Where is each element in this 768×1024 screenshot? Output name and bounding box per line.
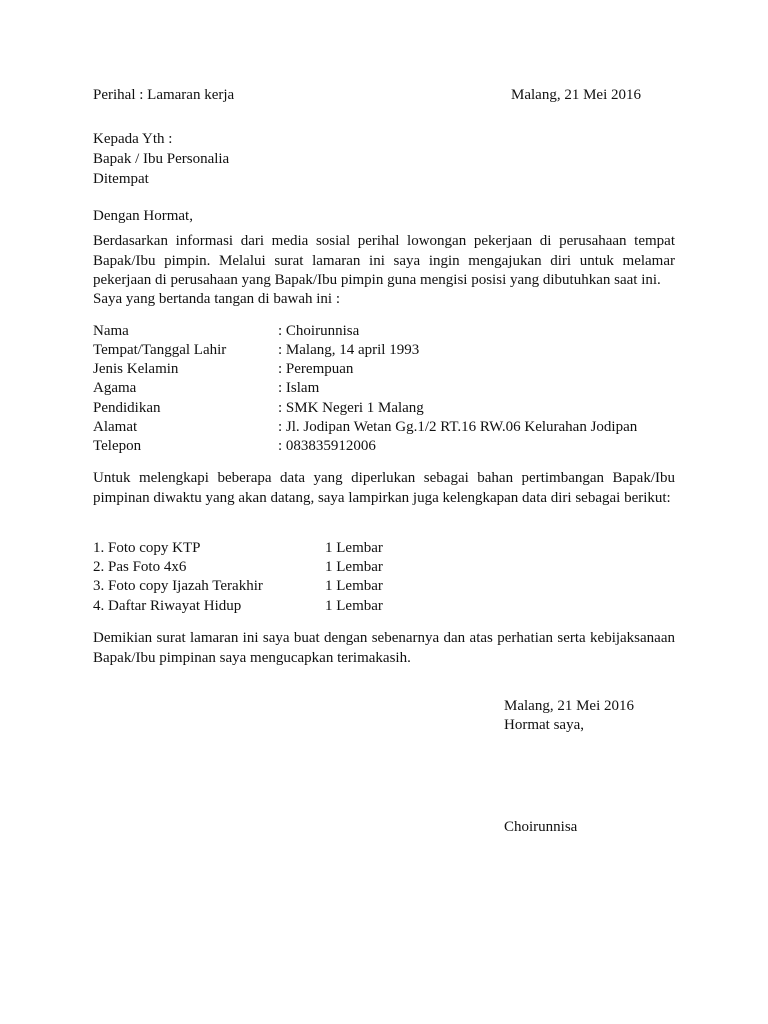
field-label: Tempat/Tanggal Lahir (93, 342, 227, 358)
field-value: : Islam (278, 380, 320, 396)
subject-line: Perihal : Lamaran kerja (93, 87, 235, 103)
field-label: Jenis Kelamin (93, 361, 179, 377)
signature-place-date: Malang, 21 Mei 2016 (504, 698, 634, 714)
field-label: Agama (93, 380, 137, 396)
greeting: Dengan Hormat, (93, 208, 193, 224)
personal-data-row (93, 379, 693, 399)
header-place-date: Malang, 21 Mei 2016 (511, 87, 641, 103)
field-value: : 083835912006 (278, 438, 376, 454)
list-item (93, 597, 693, 617)
attachment-paragraph: Untuk melengkapi beberapa data yang diperlukan sebagai bahan pertimbangan Bapak/Ibu pimpinan diwaktu yang akan datang, saya lampirkan juga kelengkapan data diri sebagai berikut: (93, 470, 675, 506)
personal-data-row (93, 360, 693, 380)
recipient-line-2: Bapak / Ibu Personalia (93, 151, 230, 167)
list-number: 1. (93, 540, 105, 556)
field-label: Pendidikan (93, 400, 161, 416)
recipient-line-1: Kepada Yth : (93, 131, 173, 147)
field-label: Alamat (93, 419, 138, 435)
signature-regards: Hormat saya, (504, 717, 584, 733)
closing-paragraph: Demikian surat lamaran ini saya buat dengan sebenarnya dan atas perhatian serta kebijaksanaan Bapak/Ibu pimpinan saya mengucapkan terimakasih. (93, 630, 675, 666)
list-item (93, 577, 693, 597)
attachment-name: Daftar Riwayat Hidup (108, 598, 242, 614)
list-item (93, 539, 693, 559)
personal-data-row (93, 399, 693, 419)
personal-data-row (93, 341, 693, 361)
list-number: 2. (93, 559, 105, 575)
intro-last-line: Saya yang bertanda tangan di bawah ini : (93, 291, 341, 307)
list-number: 4. (93, 598, 105, 614)
attachment-name: Pas Foto 4x6 (108, 559, 187, 575)
list-number: 3. (93, 578, 105, 594)
field-value: : Jl. Jodipan Wetan Gg.1/2 RT.16 RW.06 Kelurahan Jodipan (278, 419, 638, 435)
attachment-quantity: 1 Lembar (325, 598, 383, 614)
field-value: : Perempuan (278, 361, 354, 377)
attachment-quantity: 1 Lembar (325, 559, 383, 575)
attachment-name: Foto copy KTP (108, 540, 201, 556)
attachment-quantity: 1 Lembar (325, 578, 383, 594)
intro-paragraph: Berdasarkan informasi dari media sosial perihal lowongan pekerjaan di perusahaan tempat Bapak/Ibu pimpin. Melalui surat lamaran ini saya ingin mengajukan diri untuk melamar pekerjaan di perusahaan yang Bapak/Ibu pimpin guna mengisi posisi yang dibutuhkan saat ini. (93, 233, 675, 288)
list-item (93, 558, 693, 578)
field-value: : Malang, 14 april 1993 (278, 342, 420, 358)
field-label: Nama (93, 323, 129, 339)
attachment-name: Foto copy Ijazah Terakhir (108, 578, 263, 594)
personal-data-row (93, 437, 693, 457)
personal-data-row (93, 322, 693, 342)
field-value: : Choirunnisa (278, 323, 360, 339)
field-label: Telepon (93, 438, 142, 454)
signature-name: Choirunnisa (504, 819, 578, 835)
attachment-quantity: 1 Lembar (325, 540, 383, 556)
recipient-line-3: Ditempat (93, 171, 149, 187)
personal-data-row (93, 418, 693, 438)
field-value: : SMK Negeri 1 Malang (278, 400, 424, 416)
